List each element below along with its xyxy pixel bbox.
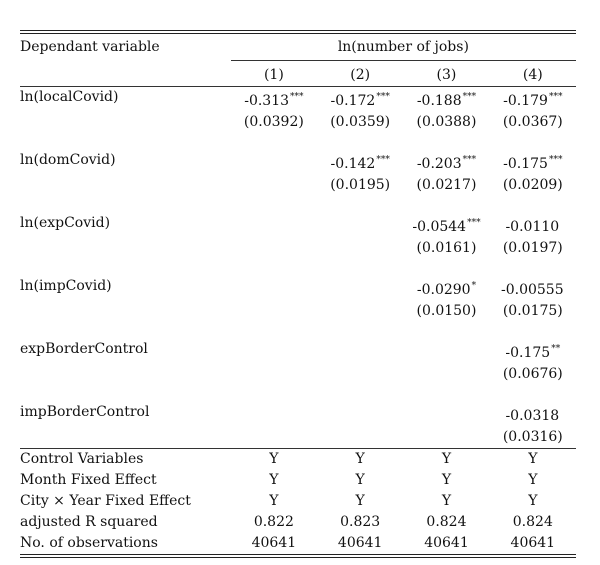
standard-error-cell (317, 427, 403, 449)
coefficient-cell (317, 213, 403, 238)
row-spacer (20, 133, 576, 150)
row-spacer (20, 196, 576, 213)
spacer-cell (20, 259, 576, 276)
footer-value: 40641 (510, 535, 556, 551)
spacer-cell (20, 133, 576, 150)
coefficient-cell (317, 150, 403, 175)
table-row-standard-errors (20, 427, 576, 449)
standard-error-cell: (0.0217) (416, 177, 477, 193)
standard-error-cell (317, 238, 403, 259)
footer-value: 40641 (251, 535, 297, 551)
coefficient-cell (490, 150, 576, 175)
coefficient-cell (490, 339, 576, 364)
standard-error-cell: (0.0150) (416, 303, 477, 319)
table-row-coefficients (20, 213, 576, 238)
significance-stars: *** (376, 155, 390, 165)
footer-value: 40641 (424, 535, 469, 551)
table-row-standard-errors (20, 112, 576, 133)
bottom-rule (20, 554, 576, 558)
coefficient-value: -0.172 (330, 93, 376, 109)
table-row-standard-errors (20, 238, 576, 259)
coefficient-cell (490, 276, 576, 301)
row-label-empty (20, 301, 231, 322)
table-row-footer (20, 533, 576, 554)
row-label: expBorderControl (20, 341, 148, 357)
coefficient-cell (490, 213, 576, 238)
row-label-empty (20, 112, 231, 133)
standard-error-cell (231, 175, 317, 196)
standard-error-cell (317, 364, 403, 385)
footer-value: 0.824 (512, 514, 553, 530)
standard-error-cell: (0.0367) (502, 114, 563, 130)
spacer-cell (20, 196, 576, 213)
coefficient-value: -0.0544 (412, 219, 467, 235)
row-label-empty (20, 427, 231, 449)
significance-stars: * (471, 281, 477, 291)
table-row-coefficients (20, 339, 576, 364)
coefficient-cell (403, 339, 489, 364)
column-header: (3) (403, 61, 489, 87)
significance-stars: *** (548, 155, 563, 165)
footer-value: Y (441, 493, 452, 509)
footer-value: Y (317, 449, 403, 471)
row-label: ln(domCovid) (20, 152, 116, 168)
footer-value: Y (441, 472, 452, 488)
footer-value: Y (231, 449, 317, 471)
significance-stars: *** (462, 155, 477, 165)
table-row-footer (20, 470, 576, 491)
standard-error-cell (231, 238, 317, 259)
regression-table-grid (20, 34, 576, 554)
spacer-cell (20, 322, 576, 339)
standard-error-cell: (0.0388) (416, 114, 477, 130)
coefficient-value: -0.175 (503, 156, 548, 172)
coefficient-value: -0.179 (503, 93, 548, 109)
standard-error-cell: (0.0161) (416, 240, 477, 256)
coefficient-value: -0.203 (416, 156, 462, 172)
table-row-footer (20, 449, 576, 471)
standard-error-cell (317, 301, 403, 322)
standard-error-cell (403, 364, 489, 385)
footer-value: 0.822 (253, 514, 294, 530)
coefficient-cell (403, 402, 489, 427)
table-row-coefficients (20, 276, 576, 301)
table-row-coefficients (20, 402, 576, 427)
coefficient-cell (403, 213, 489, 238)
footer-value: Y (355, 493, 365, 509)
row-label-empty (20, 364, 231, 385)
coefficient-value: -0.0290 (416, 282, 471, 298)
standard-error-cell: (0.0392) (243, 114, 304, 130)
header-empty-cell (20, 61, 231, 87)
footer-label: City × Year Fixed Effect (20, 493, 191, 509)
footer-value: Y (355, 472, 365, 488)
coefficient-cell (231, 276, 317, 301)
table-row-standard-errors (20, 175, 576, 196)
dependant-variable-value: ln(number of jobs) (337, 39, 469, 55)
standard-error-cell: (0.0209) (502, 177, 563, 193)
row-label-empty (20, 238, 231, 259)
header-row-columns (20, 61, 576, 87)
coefficient-cell (403, 276, 489, 301)
coefficient-cell (317, 276, 403, 301)
footer-value: 0.824 (426, 514, 467, 530)
row-spacer (20, 322, 576, 339)
coefficient-value: -0.0110 (505, 219, 560, 235)
standard-error-cell: (0.0359) (330, 114, 391, 130)
standard-error-cell (231, 301, 317, 322)
standard-error-cell (231, 364, 317, 385)
coefficient-value: -0.188 (416, 93, 462, 109)
row-label: ln(localCovid) (20, 87, 231, 113)
coefficient-cell (317, 402, 403, 427)
coefficient-cell (317, 87, 403, 113)
footer-label: Control Variables (20, 449, 231, 471)
footer-label: No. of observations (20, 535, 158, 551)
coefficient-value: -0.313 (244, 93, 290, 109)
significance-stars: *** (548, 92, 563, 102)
coefficient-value: -0.00555 (501, 282, 564, 298)
column-header: (4) (490, 61, 576, 87)
standard-error-cell: (0.0197) (502, 240, 563, 256)
coefficient-value: -0.142 (330, 156, 376, 172)
footer-value: Y (490, 449, 576, 471)
footer-label: adjusted R squared (20, 514, 158, 530)
coefficient-cell (490, 87, 576, 113)
table-row-standard-errors (20, 364, 576, 385)
row-label: ln(impCovid) (20, 278, 112, 294)
row-label: impBorderControl (20, 404, 150, 420)
row-label-empty (20, 175, 231, 196)
significance-stars: *** (467, 218, 481, 228)
coefficient-value: -0.0318 (505, 408, 560, 424)
header-row-dependant (20, 34, 576, 61)
coefficient-value: -0.175 (505, 345, 551, 361)
row-label: ln(expCovid) (20, 215, 111, 231)
standard-error-cell: (0.0316) (502, 429, 563, 445)
significance-stars: *** (376, 92, 390, 102)
standard-error-cell: (0.0175) (502, 303, 563, 319)
standard-error-cell (403, 427, 489, 449)
coefficient-cell (403, 87, 489, 113)
regression-table (20, 30, 576, 558)
column-header: (2) (317, 61, 403, 87)
coefficient-cell (317, 339, 403, 364)
dependant-variable-label: Dependant variable (20, 39, 160, 55)
significance-stars: *** (462, 92, 477, 102)
spacer-cell (20, 385, 576, 402)
column-header: (1) (231, 61, 317, 87)
footer-label: Month Fixed Effect (20, 472, 157, 488)
footer-value: 40641 (337, 535, 383, 551)
coefficient-cell (490, 402, 576, 427)
standard-error-cell: (0.0676) (502, 366, 563, 382)
footer-value: 0.823 (340, 514, 381, 530)
table-row-footer (20, 512, 576, 533)
footer-value: Y (528, 472, 538, 488)
coefficient-cell (231, 339, 317, 364)
footer-value: Y (528, 493, 538, 509)
standard-error-cell (231, 427, 317, 449)
coefficient-cell (231, 87, 317, 113)
significance-stars: *** (290, 92, 304, 102)
coefficient-cell (231, 402, 317, 427)
footer-value: Y (269, 493, 279, 509)
coefficient-cell (403, 150, 489, 175)
coefficient-cell (231, 213, 317, 238)
table-row-footer (20, 491, 576, 512)
table-row-standard-errors (20, 301, 576, 322)
row-spacer (20, 259, 576, 276)
table-row-coefficients (20, 150, 576, 175)
standard-error-cell: (0.0195) (330, 177, 391, 193)
footer-value: Y (269, 472, 279, 488)
significance-stars: ** (551, 344, 561, 354)
table-row-coefficients (20, 87, 576, 113)
coefficient-cell (231, 150, 317, 175)
footer-value: Y (403, 449, 489, 471)
row-spacer (20, 385, 576, 402)
